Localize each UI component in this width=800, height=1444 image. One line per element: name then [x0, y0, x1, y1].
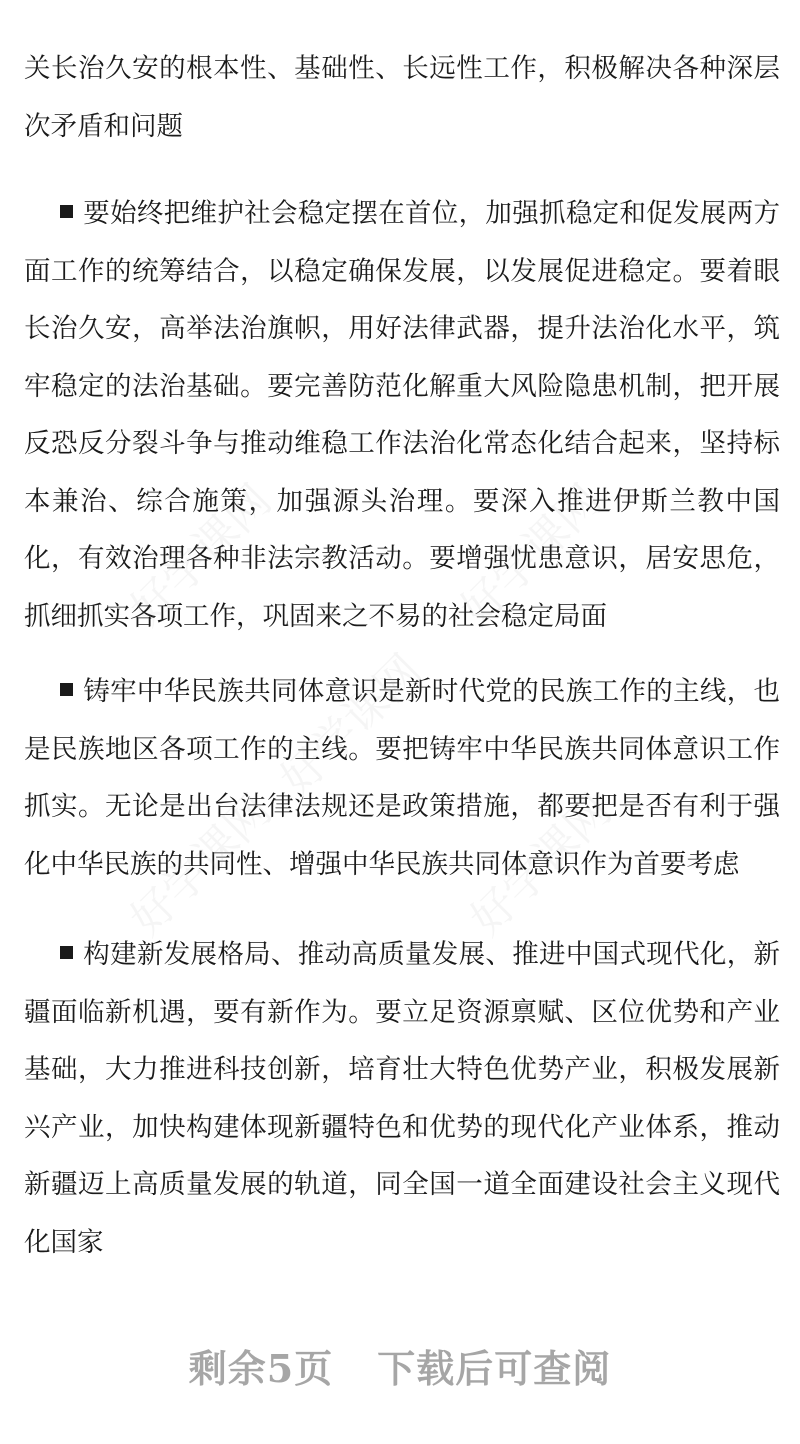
watermark: 好学课网	[120, 784, 282, 946]
watermark: 好学课网	[120, 474, 282, 636]
bullet-paragraph-development	[24, 926, 780, 1271]
square-bullet-icon	[60, 946, 73, 959]
paragraph-text: 构建新发展格局、推动高质量发展、推进中国式现代化，新疆面临新机遇，要有新作为。要立足资源禀赋、区位优势和产业基础，大力推进科技创新，培育壮大特色优势产业，积极发展新兴产业，加快构建体现新疆特色和优势的现代化产业体系，推动新疆迈上高质量发展的轨道，同全国一道全面建设社会主义现代化国家	[24, 939, 780, 1258]
bullet-paragraph-national-unity	[24, 663, 780, 893]
download-notice[interactable]	[0, 1338, 800, 1393]
square-bullet-icon	[60, 683, 73, 696]
watermark: 好学课网	[460, 784, 622, 946]
paragraph-text: 铸牢中华民族共同体意识是新时代党的民族工作的主线，也是民族地区各项工作的主线。要把铸牢中华民族共同体意识工作抓实。无论是出台法律法规还是政策措施，都要把是否有利于强化中华民族的共同性、增强中华民族共同体意识作为首要考虑	[24, 676, 780, 880]
bullet-paragraph-stability	[24, 185, 780, 645]
paragraph-text: 要始终把维护社会稳定摆在首位，加强抓稳定和促发展两方面工作的统筹结合，以稳定确保发展，以发展促进稳定。要着眼长治久安，高举法治旗帜，用好法律武器，提升法治化水平，筑牢稳定的法治基础。要完善防范化解重大风险隐患机制，把开展反恐反分裂斗争与推动维稳工作法治化常态化结合起来，坚持标本兼治、综合施策，加强源头治理。要深入推进伊斯兰教中国化，有效治理各种非法宗教活动。要增强忧患意识，居安思危，抓细抓实各项工作，巩固来之不易的社会稳定局面	[24, 198, 780, 632]
paragraph-continuation: 关长治久安的根本性、基础性、长远性工作，积极解决各种深层次矛盾和问题	[24, 53, 780, 142]
remaining-pages-label: 剩余5页	[188, 1346, 334, 1391]
square-bullet-icon	[60, 205, 73, 218]
download-to-view-label: 下载后可查阅	[377, 1346, 612, 1391]
watermark: 好学课网	[270, 644, 432, 806]
watermark: 好学课网	[450, 474, 612, 636]
